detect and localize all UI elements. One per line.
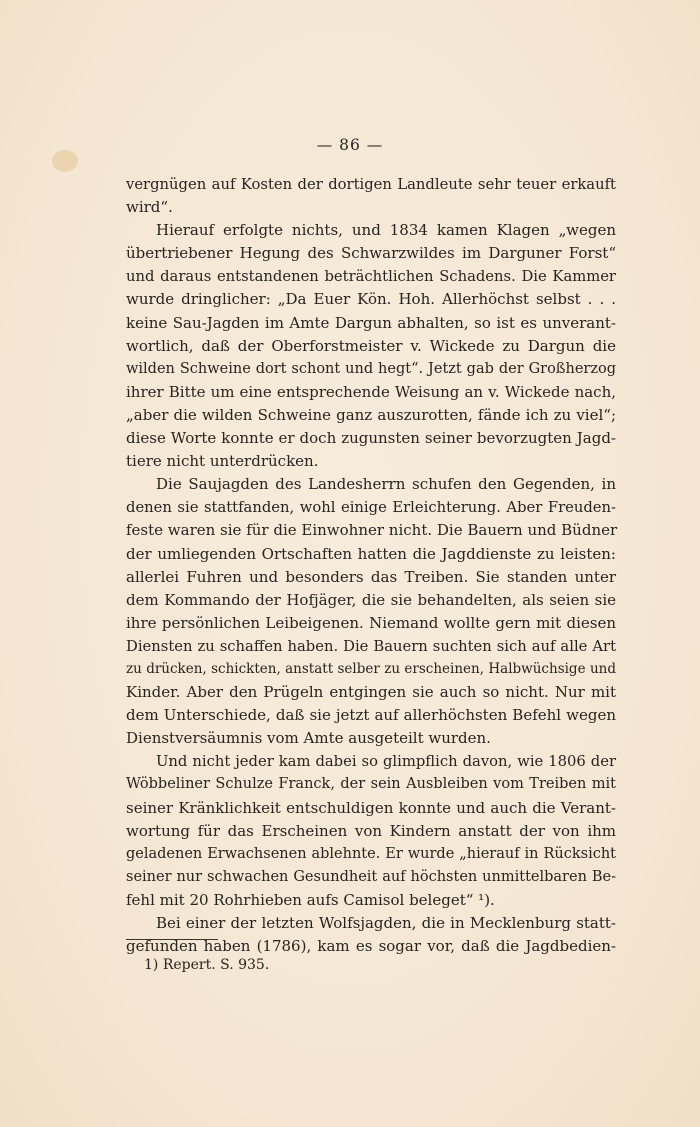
text-line: vergnügen auf Kosten der dortigen Landleute sehr teuer erkauft — [126, 176, 616, 193]
text-line: ihrer Bitte um eine entsprechende Weisung an v. Wickede nach, — [126, 382, 616, 401]
text-line: wilden Schweine dort schont und hegt“. Jetzt gab der Großherzog — [126, 360, 616, 377]
text-line: feste waren sie für die Einwohner nicht. Die Bauern und Büdner — [126, 521, 618, 540]
text-line: der umliegenden Ortschaften hatten die Jagddienste zu leisten: — [126, 544, 616, 563]
text-line: geladenen Erwachsenen ablehnte. Er wurde „hierauf in Rücksicht — [126, 845, 616, 862]
text-line: Kinder. Aber den Prügeln entgingen sie auch so nicht. Nur mit — [126, 683, 616, 702]
text-line: dem Unterschiede, daß sie jetzt auf allerhöchsten Befehl wegen — [126, 706, 616, 725]
text-line: wortung für das Erscheinen von Kindern anstatt der von ihm — [126, 821, 616, 840]
footnote: 1) Repert. S. 935. — [144, 957, 270, 973]
body-text — [126, 173, 616, 958]
text-line: diese Worte konnte er doch zugunsten seiner bevorzugten Jagd- — [126, 429, 616, 448]
text-line: Diensten zu schaffen haben. Die Bauern suchten sich auf alle Art — [126, 637, 616, 655]
text-line: Dienstversäumnis vom Amte ausgeteilt wurden. — [126, 729, 491, 748]
text-line: zu drücken, schickten, anstatt selber zu erscheinen, Halbwüchsige und — [126, 660, 616, 677]
text-line: Die Saujagden des Landesherrn schufen den Gegenden, in — [156, 475, 616, 494]
text-line: Wöbbeliner Schulze Franck, der sein Ausbleiben vom Treiben mit — [126, 776, 616, 793]
text-line: wurde dringlicher: „Da Euer Kön. Hoh. Allerhöchst selbst . . . — [126, 290, 616, 309]
text-line: seiner Kränklichkeit entschuldigen konnte und auch die Verant- — [126, 798, 616, 817]
text-line: Und nicht jeder kam dabei so glimpflich davon, wie 1806 der — [156, 753, 616, 771]
text-line: dem Kommando der Hofjäger, die sie behandelten, als seien sie — [126, 590, 616, 609]
text-line: tiere nicht unterdrücken. — [126, 452, 319, 471]
text-line: „aber die wilden Schweine ganz auszurotten, fände ich zu viel“; — [126, 405, 616, 424]
text-line: ihre persönlichen Leibeigenen. Niemand wollte gern mit diesen — [126, 613, 616, 632]
text-line: Bei einer der letzten Wolfsjagden, die in Mecklenburg statt- — [156, 914, 616, 932]
page-number: — 86 — — [316, 136, 384, 154]
text-line: allerlei Fuhren und besonders das Treiben. Sie standen unter — [126, 567, 616, 586]
text-line: seiner nur schwachen Gesundheit auf höchsten unmittelbaren Be- — [126, 868, 616, 885]
text-line: Hierauf erfolgte nichts, und 1834 kamen Klagen „wegen — [156, 221, 616, 240]
text-line: übertriebener Hegung des Schwarzwildes im Darguner Forst“ — [126, 244, 616, 263]
text-line: und daraus entstandenen beträchtlichen Schadens. Die Kammer — [126, 268, 616, 286]
text-line: keine Sau-Jagden im Amte Dargun abhalten, so ist es unverant- — [126, 313, 616, 332]
text-line: wortlich, daß der Oberforstmeister v. Wickede zu Dargun die — [126, 336, 616, 355]
text-line: fehl mit 20 Rohrhieben aufs Camisol beleget“ ¹). — [126, 890, 495, 909]
text-line: wird“. — [126, 198, 173, 217]
text-line: gefunden haben (1786), kam es sogar vor, daß die Jagdbedien- — [126, 937, 616, 956]
text-line: denen sie stattfanden, wohl einige Erleichterung. Aber Freuden- — [126, 499, 616, 517]
footnote-divider — [126, 939, 218, 940]
